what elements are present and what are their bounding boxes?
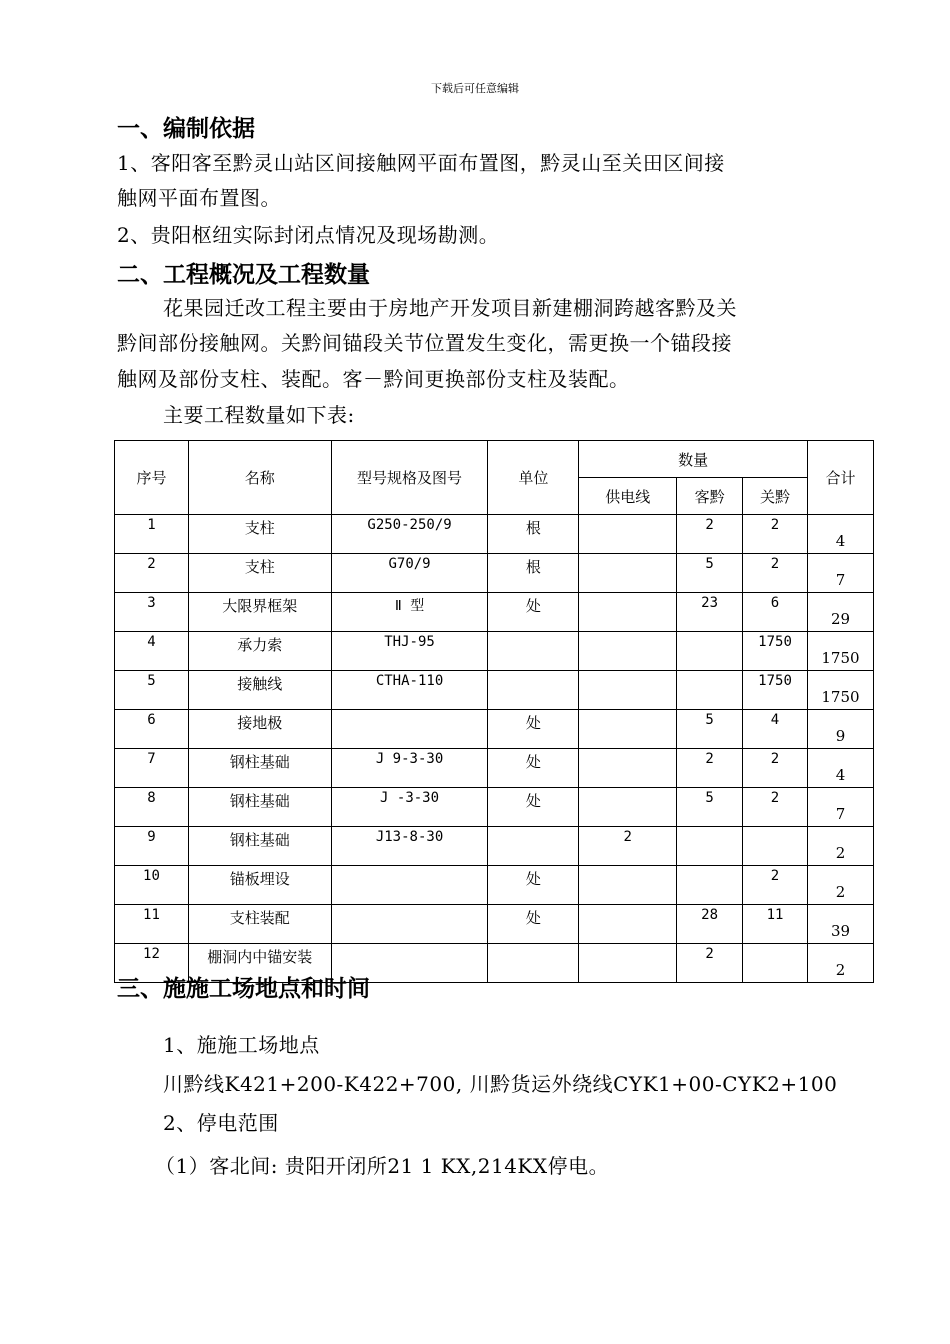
cell-spec: J -3-30 xyxy=(331,788,488,827)
cell-power-line xyxy=(579,866,677,905)
cell-seq: 9 xyxy=(115,827,189,866)
cell-power-line xyxy=(579,593,677,632)
quantity-table xyxy=(114,440,874,983)
table-row xyxy=(115,671,874,710)
cell-spec: Ⅱ 型 xyxy=(331,593,488,632)
section2-paragraph-line: 黔间部份接触网。关黔间锚段关节位置发生变化，需更换一个锚段接 xyxy=(117,331,732,355)
header-ke-qian: 客黔 xyxy=(677,478,743,515)
header-quantity: 数量 xyxy=(579,441,808,478)
cell-power-line xyxy=(579,710,677,749)
cell-unit xyxy=(488,632,579,671)
cell-unit: 处 xyxy=(488,749,579,788)
cell-name: 锚板埋设 xyxy=(188,866,331,905)
cell-unit: 根 xyxy=(488,554,579,593)
cell-power-line xyxy=(579,788,677,827)
section3-title: 三、施施工场地点和时间 xyxy=(117,976,370,1002)
cell-seq: 3 xyxy=(115,593,189,632)
cell-guan-qian xyxy=(743,944,808,983)
cell-total: 9 xyxy=(807,710,873,749)
cell-name: 承力索 xyxy=(188,632,331,671)
header-spec: 型号规格及图号 xyxy=(331,441,488,515)
cell-unit xyxy=(488,671,579,710)
table-row xyxy=(115,749,874,788)
cell-seq: 11 xyxy=(115,905,189,944)
table-row xyxy=(115,866,874,905)
cell-power-line xyxy=(579,944,677,983)
table-row xyxy=(115,710,874,749)
table-intro: 主要工程数量如下表: xyxy=(163,403,355,427)
cell-total: 39 xyxy=(807,905,873,944)
cell-seq: 1 xyxy=(115,515,189,554)
cell-guan-qian: 1750 xyxy=(743,671,808,710)
section1-item: 1、客阳客至黔灵山站区间接触网平面布置图，黔灵山至关田区间接 xyxy=(117,151,725,175)
cell-seq: 2 xyxy=(115,554,189,593)
cell-guan-qian xyxy=(743,827,808,866)
cell-power-line: 2 xyxy=(579,827,677,866)
cell-guan-qian: 1750 xyxy=(743,632,808,671)
cell-power-line xyxy=(579,632,677,671)
cell-spec: J 9-3-30 xyxy=(331,749,488,788)
table-row xyxy=(115,515,874,554)
cell-total: 29 xyxy=(807,593,873,632)
cell-name: 大限界框架 xyxy=(188,593,331,632)
cell-unit: 处 xyxy=(488,905,579,944)
cell-ke-qian: 28 xyxy=(677,905,743,944)
cell-power-line xyxy=(579,671,677,710)
cell-guan-qian: 2 xyxy=(743,554,808,593)
cell-name: 棚洞内中锚安装 xyxy=(188,944,331,983)
cell-name: 接地极 xyxy=(188,710,331,749)
table-body xyxy=(115,515,874,983)
cell-guan-qian: 11 xyxy=(743,905,808,944)
cell-spec: G250-250/9 xyxy=(331,515,488,554)
cell-total: 1750 xyxy=(807,632,873,671)
cell-ke-qian xyxy=(677,671,743,710)
cell-unit: 处 xyxy=(488,788,579,827)
cell-spec: G70/9 xyxy=(331,554,488,593)
table-row xyxy=(115,788,874,827)
cell-total: 2 xyxy=(807,944,873,983)
cell-total: 4 xyxy=(807,515,873,554)
cell-ke-qian: 2 xyxy=(677,944,743,983)
cell-seq: 10 xyxy=(115,866,189,905)
cell-guan-qian: 4 xyxy=(743,710,808,749)
page-header: 下载后可任意编辑 xyxy=(431,82,519,95)
cell-power-line xyxy=(579,515,677,554)
cell-spec xyxy=(331,905,488,944)
cell-ke-qian: 23 xyxy=(677,593,743,632)
cell-name: 接触线 xyxy=(188,671,331,710)
cell-ke-qian: 2 xyxy=(677,515,743,554)
section2-title: 二、工程概况及工程数量 xyxy=(117,262,370,288)
cell-name: 钢柱基础 xyxy=(188,749,331,788)
cell-ke-qian: 5 xyxy=(677,788,743,827)
cell-ke-qian: 5 xyxy=(677,710,743,749)
cell-spec: THJ-95 xyxy=(331,632,488,671)
cell-unit xyxy=(488,944,579,983)
section3-item-site: 1、施施工场地点 xyxy=(163,1033,320,1057)
cell-unit: 根 xyxy=(488,515,579,554)
cell-name: 钢柱基础 xyxy=(188,788,331,827)
cell-total: 4 xyxy=(807,749,873,788)
cell-total: 2 xyxy=(807,827,873,866)
cell-unit: 处 xyxy=(488,866,579,905)
cell-ke-qian: 5 xyxy=(677,554,743,593)
cell-unit xyxy=(488,827,579,866)
cell-name: 支柱装配 xyxy=(188,905,331,944)
table-row xyxy=(115,554,874,593)
section3-item-outage: 2、停电范围 xyxy=(163,1111,279,1135)
table-row xyxy=(115,632,874,671)
header-name: 名称 xyxy=(188,441,331,515)
header-unit: 单位 xyxy=(488,441,579,515)
table-row xyxy=(115,827,874,866)
cell-seq: 5 xyxy=(115,671,189,710)
cell-total: 1750 xyxy=(807,671,873,710)
cell-seq: 6 xyxy=(115,710,189,749)
section3-outage-detail: （1）客北间: 贵阳开闭所21 1 KX,214KX停电。 xyxy=(155,1154,610,1178)
section2-paragraph-line: 触网及部份支柱、装配。客－黔间更换部份支柱及装配。 xyxy=(117,367,630,391)
cell-ke-qian: 2 xyxy=(677,749,743,788)
cell-name: 支柱 xyxy=(188,554,331,593)
cell-guan-qian: 2 xyxy=(743,866,808,905)
header-guan-qian: 关黔 xyxy=(743,478,808,515)
header-total: 合计 xyxy=(807,441,873,515)
cell-guan-qian: 2 xyxy=(743,788,808,827)
cell-ke-qian xyxy=(677,866,743,905)
cell-ke-qian xyxy=(677,827,743,866)
cell-name: 支柱 xyxy=(188,515,331,554)
cell-guan-qian: 6 xyxy=(743,593,808,632)
cell-ke-qian xyxy=(677,632,743,671)
cell-guan-qian: 2 xyxy=(743,515,808,554)
cell-guan-qian: 2 xyxy=(743,749,808,788)
header-power-line: 供电线 xyxy=(579,478,677,515)
header-seq: 序号 xyxy=(115,441,189,515)
cell-power-line xyxy=(579,749,677,788)
table-row xyxy=(115,593,874,632)
cell-unit: 处 xyxy=(488,593,579,632)
cell-spec: J13-8-30 xyxy=(331,827,488,866)
section3-location: 川黔线K421+200-K422+700, 川黔货运外绕线CYK1+00-CYK2+100 xyxy=(163,1072,838,1096)
cell-total: 7 xyxy=(807,554,873,593)
cell-unit: 处 xyxy=(488,710,579,749)
cell-total: 2 xyxy=(807,866,873,905)
section1-item: 2、贵阳枢纽实际封闭点情况及现场勘测。 xyxy=(117,223,500,247)
cell-seq: 12 xyxy=(115,944,189,983)
cell-seq: 7 xyxy=(115,749,189,788)
cell-seq: 8 xyxy=(115,788,189,827)
cell-seq: 4 xyxy=(115,632,189,671)
cell-power-line xyxy=(579,554,677,593)
cell-total: 7 xyxy=(807,788,873,827)
cell-power-line xyxy=(579,905,677,944)
table-row xyxy=(115,905,874,944)
section2-paragraph-line: 花果园迁改工程主要由于房地产开发项目新建棚洞跨越客黔及关 xyxy=(163,296,737,320)
section1-title: 一、编制依据 xyxy=(117,116,255,142)
cell-spec: CTHA-110 xyxy=(331,671,488,710)
cell-spec xyxy=(331,866,488,905)
cell-name: 钢柱基础 xyxy=(188,827,331,866)
cell-spec xyxy=(331,710,488,749)
section1-item: 触网平面布置图。 xyxy=(117,186,281,210)
